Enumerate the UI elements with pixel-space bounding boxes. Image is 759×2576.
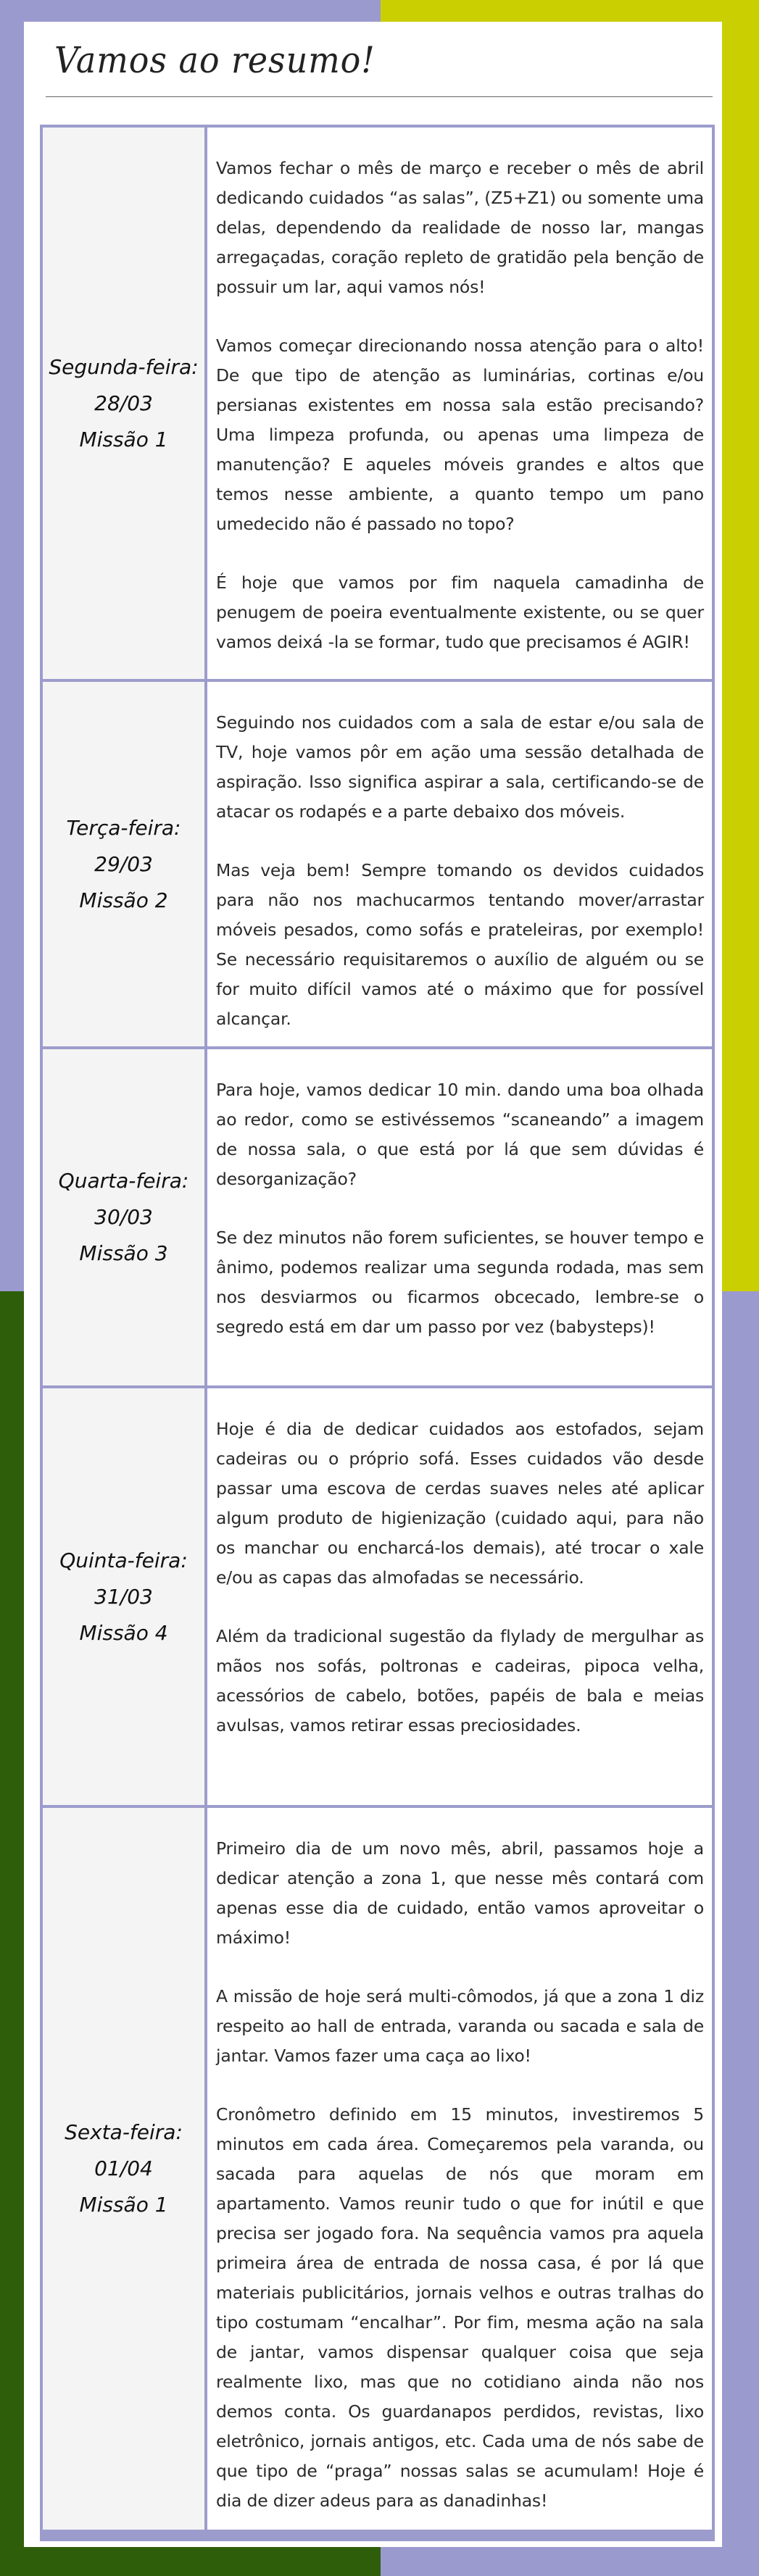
- table-row: [43, 682, 712, 1046]
- day-date: 28/03: [94, 391, 153, 415]
- mission-text-cell: [207, 1388, 712, 1805]
- title-divider: [46, 96, 713, 97]
- mission-text-cell: [207, 1049, 712, 1385]
- day-label: Sexta-feira:: [65, 2120, 183, 2144]
- day-date: 01/04: [94, 2156, 153, 2180]
- table-row: [43, 1049, 712, 1385]
- paragraph: Hoje é dia de dedicar cuidados aos estofados, sejam cadeiras ou o próprio sofá. Esses cuidados vão desde passar uma escova de cerdas suaves neles até aplicar algum produto de higienização (cuidado aqui, para não os manchar ou encharcá-los demais), até trocar o xale e/ou as capas das almofadas se necessário.: [216, 1419, 704, 1588]
- paragraph: Mas veja bem! Sempre tomando os devidos cuidados para não nos machucarmos tentando mover/arrastar móveis pesados, como sofás e prateleiras, por exemplo! Se necessário requisitaremos o auxílio de alguém ou se for muito difícil vamos até o máximo que for possível alcançar.: [216, 860, 704, 1029]
- day-cell: [43, 128, 204, 679]
- day-label: Quinta-feira:: [59, 1548, 188, 1572]
- day-date: 29/03: [94, 851, 153, 876]
- day-cell: [43, 1808, 204, 2530]
- paragraph: Se dez minutos não forem suficientes, se houver tempo e ânimo, podemos realizar uma segunda rodada, mas sem nos desviarmos ou ficarmos obcecado, lembre-se o segredo está em dar um passo por vez (babysteps)!: [216, 1227, 704, 1337]
- day-date: 30/03: [94, 1205, 153, 1229]
- table-row: [43, 1808, 712, 2530]
- day-label: Quarta-feira:: [58, 1169, 189, 1193]
- paragraph: Cronômetro definido em 15 minutos, investiremos 5 minutos em cada área. Começaremos pela varanda, ou sacada para aquelas de nós que moram em apartamento. Vamos reunir tudo o que for inútil e que precisa ser jogado fora. Na sequência vamos pra aquela primeira área de entrada de nossa casa, é por lá que materiais publicitários, jornais velhos e outras tralhas do tipo costumam “encalhar”. Por fim, mesma ação na sala de jantar, vamos dispensar qualquer coisa que seja realmente lixo, mas que no cotidiano ainda não nos demos conta. Os guardanapos perdidos, revistas, lixo eletrônico, jornais antigos, etc. Cada uma de nós sabe de que tipo de “praga” nossas salas se acumulam! Hoje é dia de dizer adeus para as danadinhas!: [216, 2104, 704, 2511]
- paragraph: Para hoje, vamos dedicar 10 min. dando uma boa olhada ao redor, como se estivéssemos “scaneando” a imagem de nossa sala, o que está por lá que sem dúvidas é desorganização?: [216, 1080, 704, 1189]
- mission-text-cell: [207, 1808, 712, 2530]
- paragraph: Vamos fechar o mês de março e receber o mês de abril dedicando cuidados “as salas”, (Z5+Z1) ou somente uma delas, dependendo da realidade de nosso lar, mangas arregaçadas, coração repleto de gratidão pela benção de possuir um lar, aqui vamos nós!: [216, 158, 704, 297]
- day-mission: Missão 1: [79, 427, 168, 451]
- day-mission: Missão 3: [79, 1241, 168, 1265]
- day-label: Terça-feira:: [66, 815, 181, 840]
- day-date: 31/03: [94, 1584, 153, 1609]
- paragraph: Primeiro dia de um novo mês, abril, passamos hoje a dedicar atenção a zona 1, que nesse mês contará com apenas esse dia de cuidado, então vamos aproveitar o máximo!: [216, 1838, 704, 1948]
- day-cell: [43, 1388, 204, 1805]
- paragraph: É hoje que vamos por fim naquela camadinha de penugem de poeira eventualmente existente, ou se quer vamos deixá -la se formar, tudo que precisamos é AGIR!: [216, 572, 704, 652]
- schedule-table: [40, 125, 715, 2541]
- day-mission: Missão 4: [79, 1620, 168, 1645]
- document-page: [24, 22, 722, 2547]
- mission-text-cell: [207, 128, 712, 679]
- table-row: [43, 1388, 712, 1805]
- day-mission: Missão 2: [79, 888, 168, 912]
- page-title: Vamos ao resumo!: [54, 39, 376, 81]
- table-row: [43, 128, 712, 679]
- day-cell: [43, 682, 204, 1046]
- paragraph: Vamos começar direcionando nossa atenção para o alto! De que tipo de atenção as luminárias, cortinas e/ou persianas existentes em nossa sala estão precisando? Uma limpeza profunda, ou apenas uma limpeza de manutenção? E aqueles móveis grandes e altos que temos nesse ambiente, a quanto tempo um pano umedecido não é passado no topo?: [216, 335, 704, 534]
- paragraph: Além da tradicional sugestão da flylady de mergulhar as mãos nos sofás, poltronas e cadeiras, pipoca velha, acessórios de cabelo, botões, papéis de bala e meias avulsas, vamos retirar essas preciosidades.: [216, 1626, 704, 1735]
- day-label: Segunda-feira:: [49, 354, 199, 379]
- day-cell: [43, 1049, 204, 1385]
- paragraph: Seguindo nos cuidados com a sala de estar e/ou sala de TV, hoje vamos pôr em ação uma sessão detalhada de aspiração. Isso significa aspirar a sala, certificando-se de atacar os rodapés e a parte debaixo dos móveis.: [216, 712, 704, 822]
- day-mission: Missão 1: [79, 2193, 168, 2217]
- paragraph: A missão de hoje será multi-cômodos, já que a zona 1 diz respeito ao hall de entrada, varanda ou sacada e sala de jantar. Vamos fazer uma caça ao lixo!: [216, 1986, 704, 2066]
- mission-text-cell: [207, 682, 712, 1046]
